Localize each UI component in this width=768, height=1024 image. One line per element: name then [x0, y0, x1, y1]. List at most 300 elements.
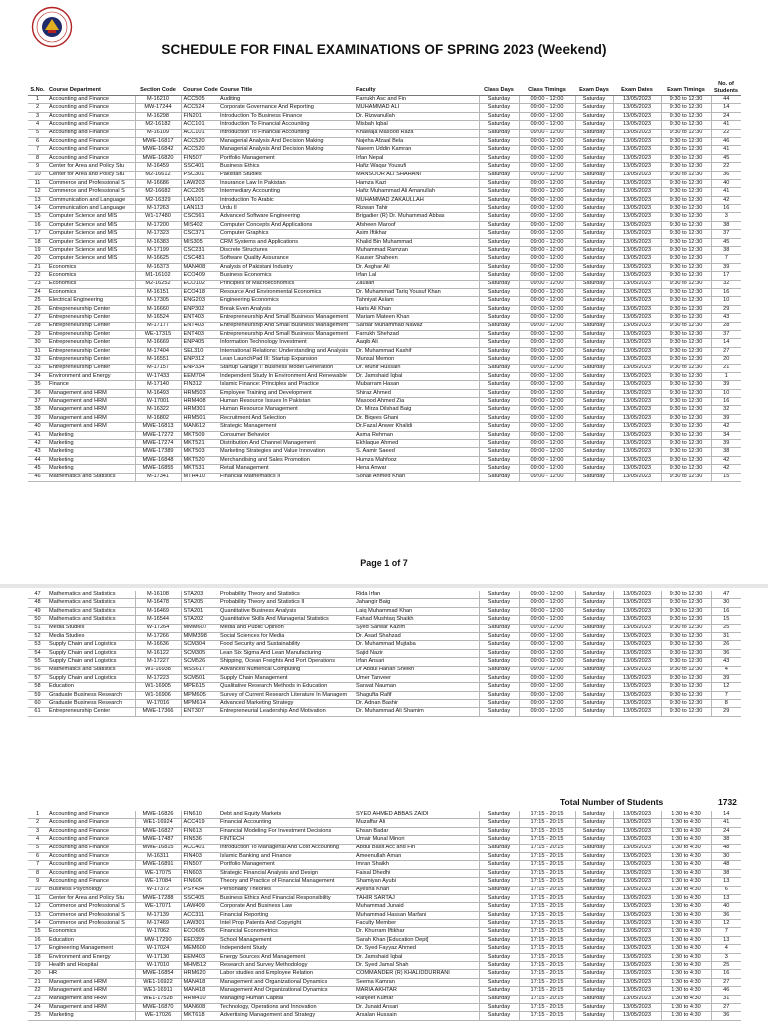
cell-class-days: Saturday	[479, 104, 519, 112]
cell-exam-timings: 9:30 to 12:30	[661, 112, 711, 120]
cell-section-code: M-17227	[135, 658, 181, 666]
cell-faculty: Tahniyat Aslam	[354, 297, 479, 305]
cell-faculty: Farrukh Asc and Fin	[354, 96, 479, 104]
cell-department: Supply Chain and Logistics	[47, 658, 135, 666]
cell-exam-days: Saturday	[575, 995, 613, 1003]
cell-course-code: HRM408	[181, 398, 218, 406]
cell-exam-dates: 13/05/2023	[613, 936, 661, 944]
cell-faculty: COMMANDER (R) KHALIDDURRANI	[354, 970, 479, 978]
cell-exam-dates: 13/05/2023	[613, 280, 661, 288]
cell-department: Computer Science and MIS	[47, 221, 135, 229]
cell-course-code: CSC371	[181, 230, 218, 238]
table-row	[28, 700, 741, 708]
cell-department: Supply Chain and Logistics	[47, 674, 135, 682]
cell-exam-days: Saturday	[575, 811, 613, 819]
cell-course-title: Energy Sources And Management	[218, 953, 354, 961]
cell-section-code: W-17062	[135, 928, 181, 936]
cell-section-code: WE1-16911	[135, 987, 181, 995]
cell-course-title: Quantitative Business Analysis	[218, 607, 354, 615]
cell-section-code: W-17372	[135, 886, 181, 894]
cell-exam-dates: 13/05/2023	[613, 330, 661, 338]
cell-class-days: Saturday	[479, 995, 519, 1003]
cell-course-code: SSC405	[181, 894, 218, 902]
table-row	[28, 928, 741, 936]
cell-faculty: Jahangir Baig	[354, 599, 479, 607]
header-faculty: Faculty	[354, 76, 479, 96]
header-exam-dates: Exam Dates	[613, 76, 661, 96]
table-row	[28, 836, 741, 844]
cell-class-timings: 09:00 - 12:00	[519, 591, 575, 599]
cell-section-code: M-16109	[135, 129, 181, 137]
cell-class-days: Saturday	[479, 903, 519, 911]
cell-students: 37	[711, 330, 741, 338]
cell-class-days: Saturday	[479, 691, 519, 699]
cell-department: Computer Science and MIS	[47, 247, 135, 255]
cell-department: Economics	[47, 280, 135, 288]
cell-faculty: Masood Ahmed Zia	[354, 398, 479, 406]
cell-department: Accounting and Finance	[47, 836, 135, 844]
cell-class-days: Saturday	[479, 978, 519, 986]
cell-exam-timings: 9:30 to 12:30	[661, 691, 711, 699]
cell-class-timings: 17:15 - 20:15	[519, 962, 575, 970]
cell-faculty: Muhammad Hassan Marfani	[354, 911, 479, 919]
cell-sno: 20	[28, 255, 47, 263]
cell-exam-dates: 13/05/2023	[613, 836, 661, 844]
table-row	[28, 473, 741, 481]
cell-section-code: M-17305	[135, 297, 181, 305]
cell-class-timings: 09:00 - 12:00	[519, 406, 575, 414]
cell-sno: 14	[28, 920, 47, 928]
cell-faculty: Abdul Basit Acc and Fin	[354, 844, 479, 852]
cell-class-days: Saturday	[479, 658, 519, 666]
cell-exam-dates: 13/05/2023	[613, 607, 661, 615]
cell-department: Entrepreneurship Center	[47, 305, 135, 313]
cell-students: 32	[711, 406, 741, 414]
cell-exam-days: Saturday	[575, 886, 613, 894]
cell-department: Mathematics and Statistics	[47, 473, 135, 481]
cell-department: Management and HRM	[47, 987, 135, 995]
cell-exam-timings: 9:30 to 12:30	[661, 356, 711, 364]
cell-course-code: FIN610	[181, 811, 218, 819]
cell-course-title: School Management	[218, 936, 354, 944]
cell-exam-dates: 13/05/2023	[613, 641, 661, 649]
cell-exam-timings: 9:30 to 12:30	[661, 607, 711, 615]
cell-department: Business Psychology	[47, 886, 135, 894]
cell-class-days: Saturday	[479, 347, 519, 355]
table-row	[28, 456, 741, 464]
cell-department: Health and Hospital	[47, 962, 135, 970]
cell-section-code: M-16373	[135, 263, 181, 271]
cell-exam-dates: 13/05/2023	[613, 288, 661, 296]
cell-section-code: M-16493	[135, 389, 181, 397]
cell-exam-timings: 1:30 to 4:30	[661, 1003, 711, 1011]
cell-section-code: M-16122	[135, 649, 181, 657]
cell-sno: 7	[28, 146, 47, 154]
cell-exam-timings: 1:30 to 4:30	[661, 869, 711, 877]
cell-exam-days: Saturday	[575, 836, 613, 844]
table-row	[28, 372, 741, 380]
cell-exam-days: Saturday	[575, 398, 613, 406]
table-row	[28, 970, 741, 978]
cell-department: Supply Chain and Logistics	[47, 641, 135, 649]
table-row	[28, 869, 741, 877]
cell-exam-dates: 13/05/2023	[613, 708, 661, 716]
cell-course-title: Introduction To Arabic	[218, 196, 354, 204]
cell-course-code: ECO409	[181, 272, 218, 280]
cell-section-code: M-16478	[135, 599, 181, 607]
cell-students: 8	[711, 700, 741, 708]
cell-exam-timings: 9:30 to 12:30	[661, 616, 711, 624]
cell-sno: 1	[28, 811, 47, 819]
cell-class-timings: 09:00 - 12:00	[519, 112, 575, 120]
cell-exam-days: Saturday	[575, 962, 613, 970]
cell-course-title: Corporate And Business Law	[218, 903, 354, 911]
page-number: Page 1 of 7	[360, 558, 408, 568]
cell-exam-days: Saturday	[575, 674, 613, 682]
cell-course-code: HRM503	[181, 389, 218, 397]
cell-department: Accounting and Finance	[47, 112, 135, 120]
cell-course-title: Advertising Management and Strategy	[218, 1012, 354, 1020]
cell-course-code: SCM304	[181, 641, 218, 649]
header-section-code: Section Code	[135, 76, 181, 96]
cell-exam-days: Saturday	[575, 878, 613, 886]
cell-department: Entrepreneurship Center	[47, 356, 135, 364]
table-row	[28, 607, 741, 615]
cell-exam-dates: 13/05/2023	[613, 962, 661, 970]
cell-class-days: Saturday	[479, 364, 519, 372]
table-row	[28, 389, 741, 397]
cell-section-code: MW-17244	[135, 104, 181, 112]
table-row	[28, 280, 741, 288]
table-row	[28, 811, 741, 819]
cell-class-timings: 17:15 - 20:15	[519, 978, 575, 986]
cell-sno: 61	[28, 708, 47, 716]
cell-students: 13	[711, 894, 741, 902]
cell-exam-days: Saturday	[575, 658, 613, 666]
cell-students: 29	[711, 708, 741, 716]
cell-students: 15	[711, 616, 741, 624]
table-row	[28, 674, 741, 682]
cell-exam-dates: 13/05/2023	[613, 878, 661, 886]
cell-class-days: Saturday	[479, 146, 519, 154]
cell-exam-days: Saturday	[575, 708, 613, 716]
table-row	[28, 297, 741, 305]
cell-class-days: Saturday	[479, 121, 519, 129]
cell-students: 39	[711, 414, 741, 422]
cell-sno: 13	[28, 196, 47, 204]
cell-department: Accounting and Finance	[47, 137, 135, 145]
cell-exam-dates: 13/05/2023	[613, 928, 661, 936]
cell-class-timings: 09:00 - 12:00	[519, 658, 575, 666]
table-row	[28, 666, 741, 674]
cell-department: Accounting and Finance	[47, 827, 135, 835]
cell-course-code: ENP405	[181, 339, 218, 347]
cell-students: 39	[711, 674, 741, 682]
cell-exam-timings: 9:30 to 12:30	[661, 599, 711, 607]
table-row	[28, 423, 741, 431]
cell-class-days: Saturday	[479, 330, 519, 338]
table-row	[28, 213, 741, 221]
cell-section-code: M-17263	[135, 205, 181, 213]
cell-students: 16	[711, 607, 741, 615]
cell-faculty: Brigadier (R) Dr. Muhammad Abbas	[354, 213, 479, 221]
table-row	[28, 238, 741, 246]
cell-students: 14	[711, 104, 741, 112]
cell-section-code: M-16210	[135, 96, 181, 104]
cell-class-timings: 09:00 - 12:00	[519, 616, 575, 624]
cell-exam-days: Saturday	[575, 263, 613, 271]
cell-section-code: M-17469	[135, 920, 181, 928]
table-row	[28, 398, 741, 406]
cell-section-code: WE1-16924	[135, 819, 181, 827]
cell-faculty: MUHAMMAD ALI	[354, 104, 479, 112]
cell-section-code: M-16544	[135, 616, 181, 624]
cell-exam-dates: 13/05/2023	[613, 163, 661, 171]
cell-section-code: W-17024	[135, 945, 181, 953]
cell-course-title: Debt and Equity Markets	[218, 811, 354, 819]
cell-exam-timings: 1:30 to 4:30	[661, 970, 711, 978]
cell-course-title: Managerial Analysis And Decision Making	[218, 146, 354, 154]
cell-exam-timings: 1:30 to 4:30	[661, 836, 711, 844]
cell-section-code: M-17323	[135, 230, 181, 238]
cell-exam-timings: 1:30 to 4:30	[661, 911, 711, 919]
cell-class-days: Saturday	[479, 205, 519, 213]
table-row	[28, 987, 741, 995]
cell-exam-timings: 1:30 to 4:30	[661, 920, 711, 928]
cell-department: Entrepreneurship Center	[47, 330, 135, 338]
cell-class-timings: 17:15 - 20:15	[519, 987, 575, 995]
cell-class-days: Saturday	[479, 674, 519, 682]
cell-faculty: MUHAMMAD ZAKAULLAH	[354, 196, 479, 204]
cell-section-code: M2-16252	[135, 280, 181, 288]
cell-class-days: Saturday	[479, 272, 519, 280]
cell-students: 31	[711, 995, 741, 1003]
table-row	[28, 305, 741, 313]
cell-course-title: Media and Public Opinion	[218, 624, 354, 632]
cell-course-title: Entrepreneurship And Small Business Management	[218, 314, 354, 322]
cell-course-code: ACC311	[181, 911, 218, 919]
cell-course-title: Engineering Economics	[218, 297, 354, 305]
cell-class-timings: 09:00 - 12:00	[519, 247, 575, 255]
cell-exam-timings: 9:30 to 12:30	[661, 163, 711, 171]
cell-department: Accounting and Finance	[47, 96, 135, 104]
cell-section-code: MWE-16827	[135, 827, 181, 835]
cell-exam-dates: 13/05/2023	[613, 632, 661, 640]
cell-exam-timings: 1:30 to 4:30	[661, 811, 711, 819]
cell-class-timings: 09:00 - 12:00	[519, 456, 575, 464]
cell-department: Management and HRM	[47, 389, 135, 397]
cell-exam-days: Saturday	[575, 431, 613, 439]
cell-course-code: LAW203	[181, 179, 218, 187]
cell-exam-timings: 9:30 to 12:30	[661, 406, 711, 414]
cell-class-timings: 09:00 - 12:00	[519, 288, 575, 296]
cell-course-code: MEM600	[181, 945, 218, 953]
cell-exam-dates: 13/05/2023	[613, 381, 661, 389]
cell-course-title: Portfolio Management	[218, 861, 354, 869]
cell-exam-dates: 13/05/2023	[613, 356, 661, 364]
cell-sno: 18	[28, 238, 47, 246]
cell-exam-timings: 9:30 to 12:30	[661, 272, 711, 280]
cell-course-code: ACC401	[181, 844, 218, 852]
cell-students: 25	[711, 624, 741, 632]
cell-students: 42	[711, 196, 741, 204]
cell-students: 41	[711, 188, 741, 196]
cell-exam-dates: 13/05/2023	[613, 339, 661, 347]
cell-exam-days: Saturday	[575, 473, 613, 481]
cell-course-code: ENT307	[181, 708, 218, 716]
cell-class-timings: 09:00 - 12:00	[519, 280, 575, 288]
cell-class-timings: 09:00 - 12:00	[519, 188, 575, 196]
cell-students: 30	[711, 599, 741, 607]
cell-exam-dates: 13/05/2023	[613, 314, 661, 322]
cell-students: 38	[711, 247, 741, 255]
cell-faculty: Hamza Kazi	[354, 179, 479, 187]
cell-exam-dates: 13/05/2023	[613, 852, 661, 860]
cell-faculty: Shiraz Ahmed	[354, 389, 479, 397]
cell-faculty: Asma Rehman	[354, 431, 479, 439]
cell-class-days: Saturday	[479, 221, 519, 229]
cell-class-timings: 17:15 - 20:15	[519, 1012, 575, 1020]
cell-faculty: Dr. Rizwanullah	[354, 112, 479, 120]
cell-students: 41	[711, 121, 741, 129]
cell-class-days: Saturday	[479, 886, 519, 894]
cell-sno: 25	[28, 297, 47, 305]
cell-students: 41	[711, 819, 741, 827]
cell-exam-days: Saturday	[575, 272, 613, 280]
cell-students: 39	[711, 381, 741, 389]
cell-exam-dates: 13/05/2023	[613, 658, 661, 666]
cell-exam-dates: 13/05/2023	[613, 230, 661, 238]
cell-sno: 19	[28, 962, 47, 970]
cell-class-days: Saturday	[479, 708, 519, 716]
cell-course-code: MSS617	[181, 666, 218, 674]
cell-sno: 5	[28, 844, 47, 852]
cell-course-code: MPE615	[181, 683, 218, 691]
cell-sno: 30	[28, 339, 47, 347]
cell-exam-timings: 9:30 to 12:30	[661, 666, 711, 674]
cell-class-timings: 09:00 - 12:00	[519, 414, 575, 422]
cell-section-code: M-16551	[135, 356, 181, 364]
cell-course-code: SCM526	[181, 658, 218, 666]
cell-students: 36	[711, 1012, 741, 1020]
cell-class-days: Saturday	[479, 297, 519, 305]
cell-sno: 41	[28, 431, 47, 439]
cell-faculty: Dr. Muhammad Mujtaba	[354, 641, 479, 649]
cell-faculty: Dr. Khurram Iftikhar	[354, 928, 479, 936]
cell-course-code: FIN603	[181, 869, 218, 877]
cell-course-title: Strategic Management	[218, 423, 354, 431]
cell-department: Accounting and Finance	[47, 819, 135, 827]
cell-exam-days: Saturday	[575, 827, 613, 835]
cell-exam-timings: 1:30 to 4:30	[661, 878, 711, 886]
cell-course-code: FIN201	[181, 112, 218, 120]
cell-exam-days: Saturday	[575, 911, 613, 919]
cell-section-code: MWE-16815	[135, 844, 181, 852]
cell-section-code: W1-16906	[135, 691, 181, 699]
cell-students: 48	[711, 844, 741, 852]
cell-department: Marketing	[47, 431, 135, 439]
cell-course-code: MKT509	[181, 431, 218, 439]
cell-department: Center for Area and Policy Stu	[47, 163, 135, 171]
cell-section-code: M-16459	[135, 163, 181, 171]
cell-students: 38	[711, 836, 741, 844]
cell-students: 38	[711, 221, 741, 229]
cell-exam-days: Saturday	[575, 978, 613, 986]
cell-students: 15	[711, 473, 741, 481]
cell-sno: 17	[28, 945, 47, 953]
cell-class-days: Saturday	[479, 255, 519, 263]
cell-department: Accounting and Finance	[47, 861, 135, 869]
cell-department: Economics	[47, 272, 135, 280]
cell-sno: 16	[28, 936, 47, 944]
cell-course-code: EEM403	[181, 953, 218, 961]
cell-class-days: Saturday	[479, 154, 519, 162]
cell-exam-days: Saturday	[575, 288, 613, 296]
table-row	[28, 624, 741, 632]
cell-class-timings: 09:00 - 12:00	[519, 305, 575, 313]
cell-department: Management and HRM	[47, 995, 135, 1003]
cell-exam-timings: 1:30 to 4:30	[661, 819, 711, 827]
cell-students: 6	[711, 886, 741, 894]
cell-faculty: Hafiz Muhammad Ali Amanullah	[354, 188, 479, 196]
cell-exam-timings: 9:30 to 12:30	[661, 448, 711, 456]
cell-class-timings: 09:00 - 12:00	[519, 129, 575, 137]
cell-exam-dates: 13/05/2023	[613, 666, 661, 674]
cell-sno: 22	[28, 272, 47, 280]
cell-faculty: Misbah Iqbal	[354, 121, 479, 129]
cell-exam-timings: 9:30 to 12:30	[661, 624, 711, 632]
cell-exam-days: Saturday	[575, 861, 613, 869]
cell-faculty: Fahad Mushtaq Shaikh	[354, 616, 479, 624]
table-row	[28, 658, 741, 666]
cell-class-days: Saturday	[479, 280, 519, 288]
cell-department: Mathematics and Statistics	[47, 599, 135, 607]
cell-exam-dates: 13/05/2023	[613, 121, 661, 129]
cell-course-code: MIS305	[181, 238, 218, 246]
cell-exam-days: Saturday	[575, 844, 613, 852]
table-row	[28, 440, 741, 448]
cell-department: Commerce and Professional S	[47, 903, 135, 911]
table-row	[28, 852, 741, 860]
cell-course-code: ENP312	[181, 356, 218, 364]
cell-exam-days: Saturday	[575, 903, 613, 911]
table-row	[28, 205, 741, 213]
cell-exam-timings: 9:30 to 12:30	[661, 347, 711, 355]
table-row	[28, 263, 741, 271]
cell-exam-dates: 13/05/2023	[613, 894, 661, 902]
cell-exam-days: Saturday	[575, 1003, 613, 1011]
cell-exam-days: Saturday	[575, 970, 613, 978]
table-row	[28, 945, 741, 953]
cell-faculty: Dr. Jamshaid Iqbal	[354, 372, 479, 380]
cell-students: 4	[711, 666, 741, 674]
cell-department: Center for Area and Policy Stu	[47, 894, 135, 902]
cell-exam-timings: 9:30 to 12:30	[661, 305, 711, 313]
cell-faculty: Asim Iftikhar	[354, 230, 479, 238]
header-sno: S.No.	[28, 76, 47, 96]
cell-class-days: Saturday	[479, 440, 519, 448]
cell-course-code: LAN101	[181, 196, 218, 204]
cell-exam-days: Saturday	[575, 987, 613, 995]
cell-class-days: Saturday	[479, 607, 519, 615]
cell-class-timings: 17:15 - 20:15	[519, 861, 575, 869]
cell-course-code: MIS402	[181, 221, 218, 229]
cell-sno: 25	[28, 1012, 47, 1020]
cell-exam-timings: 9:30 to 12:30	[661, 104, 711, 112]
cell-class-timings: 09:00 - 12:00	[519, 230, 575, 238]
cell-course-code: MAN408	[181, 263, 218, 271]
cell-class-timings: 09:00 - 12:00	[519, 465, 575, 473]
